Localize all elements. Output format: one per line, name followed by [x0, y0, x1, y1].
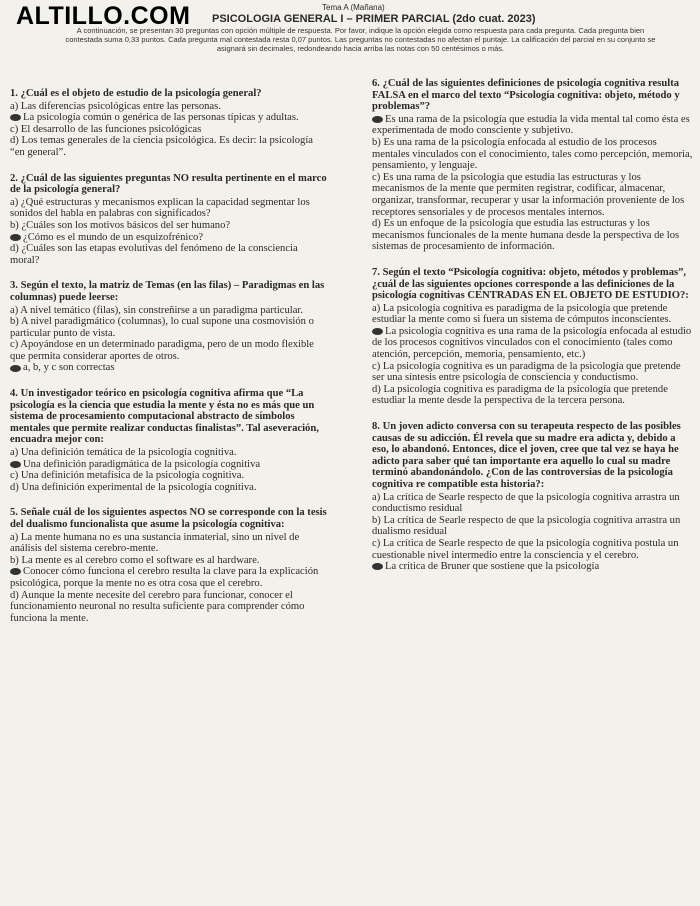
answer-option — [10, 305, 328, 317]
answer-option — [10, 135, 328, 158]
option-text: d) Es un enfoque de la psicología que estudia las estructuras y los mecanismos funcionales de la mente humana desde la perspectiva de los sistemas de procesamiento de información. — [372, 218, 680, 253]
option-text: d) Aunque la mente necesite del cerebro para funcionar, conocer el funcionamiento neuronal no resulta suficiente para comprender cómo funciona la mente. — [10, 589, 305, 624]
marked-answer-icon — [10, 365, 21, 372]
answer-option — [372, 538, 694, 561]
option-text: d) ¿Cuáles son las etapas evolutivas del fenómeno de la consciencia moral? — [10, 243, 298, 266]
option-text: c) La crítica de Searle respecto de que la psicología cognitiva postula un cuestionable nivel intermedio entre la consciencia y el cerebro. — [372, 537, 679, 561]
option-text: a) Las diferencias psicológicas entre las personas. — [10, 100, 221, 112]
option-text: Conocer cómo funciona el cerebro resulta la clave para la explicación psicológica, porque la mente no es otra cosa que el cerebro. — [10, 566, 319, 589]
question-text: 7. Según el texto “Psicología cognitiva: objeto, métodos y problemas”, ¿cuál de las siguientes opciones corresponde a las definiciones de la psicología cognitivas CENTRADAS EN EL OBJETO DE ESTUDIO?: — [372, 266, 689, 302]
answer-option — [372, 561, 694, 573]
option-text: b) La mente es al cerebro como el software es al hardware. — [10, 554, 260, 566]
option-text: a) A nivel temático (filas), sin constreñirse a un paradigma particular. — [10, 304, 303, 316]
answer-option — [10, 220, 328, 232]
question-3 — [10, 280, 328, 374]
answer-option — [10, 470, 328, 482]
question-6 — [372, 78, 694, 253]
marked-answer-icon — [10, 568, 21, 575]
option-text: b) La crítica de Searle respecto de que la psicología cognitiva arrastra un dualismo residual — [372, 514, 681, 538]
marked-answer-icon — [10, 461, 21, 468]
answer-option — [10, 316, 328, 339]
answer-option — [10, 197, 328, 220]
answer-option — [10, 447, 328, 459]
option-text: La psicología común o genérica de las personas típicas y adultas. — [23, 112, 299, 124]
question-text: 4. Un investigador teórico en psicología cognitiva afirma que “La psicología es la ciencia que estudia la mente y ésta no es más que un sistema de procesamiento computacional abstracto de símbolos mentales que permite realizar conductas finalistas”. Tal aseveración, encuadra mejor con: — [10, 388, 319, 446]
answer-option — [10, 555, 328, 567]
answer-option — [10, 112, 328, 124]
exam-instructions: A continuación, se presentan 30 preguntas con opción múltiple de respuesta. Por favor, indique la opción elegida como respuesta para cada pregunta. Cada pregunta bien contestada suma 0,33 puntos. Cada pregunta mal contestada resta 0,07 puntos. Las preguntas no contestadas no afectan el puntaje. La calificación del parcial en su conjunto se asignará sin decimales, redondeando hacia arriba las notas con 50 centésimos o más. — [65, 26, 656, 53]
option-text: b) Es una rama de la psicología enfocada al estudio de los procesos mentales vinculados con el conocimiento, tales como percepción, memoria, pensamiento, y lenguaje. — [372, 136, 693, 172]
question-5 — [10, 507, 328, 624]
option-text: c) Una definición metafísica de la psicología cognitiva. — [10, 470, 245, 482]
question-1 — [10, 88, 328, 159]
answer-option — [10, 459, 328, 471]
option-text: La crítica de Bruner que sostiene que la psicología — [385, 561, 600, 573]
answer-option — [10, 101, 328, 113]
marked-answer-icon — [372, 116, 383, 123]
answer-option — [10, 590, 328, 625]
question-text: 2. ¿Cuál de las siguientes preguntas NO resulta pertinente en el marco de la psicología general? — [10, 172, 327, 196]
question-text: 3. Según el texto, la matriz de Temas (en las filas) – Paradigmas en las columnas) puede leerse: — [10, 280, 325, 303]
option-text: c) La psicología cognitiva es un paradigma de la psicología que pretende ser una síntesis entre psicología de consciencia y conductismo. — [372, 360, 681, 384]
question-text: 1. ¿Cuál es el objeto de estudio de la psicología general? — [10, 88, 262, 99]
marked-answer-icon — [372, 328, 383, 335]
answer-option — [372, 361, 694, 384]
option-text: ¿Cómo es el mundo de un esquizofrénico? — [23, 231, 204, 243]
option-text: d) Una definición experimental de la psicología cognitiva. — [10, 481, 257, 493]
site-logo[interactable]: ALTILLO.COM — [16, 2, 191, 30]
answer-option — [372, 114, 694, 137]
option-text: d) La psicología cognitiva es paradigma de la psicología que pretende estudiar la mente desde la perspectiva de la tercera persona. — [372, 383, 668, 407]
answer-option — [372, 326, 694, 361]
option-text: a) La crítica de Searle respecto de que la psicología cognitiva arrastra un conductismo residual — [372, 491, 680, 515]
answer-option — [372, 384, 694, 407]
answer-option — [10, 532, 328, 555]
question-4 — [10, 388, 328, 493]
answer-option — [372, 172, 694, 218]
option-text: a) La psicología cognitiva es paradigma de la psicología que pretende estudiar la mente como si fuera un sistema de cómputos inconscientes. — [372, 302, 672, 326]
option-text: b) ¿Cuáles son los motivos básicos del ser humano? — [10, 219, 231, 231]
exam-version: Tema A (Mañana) — [322, 3, 385, 12]
marked-answer-icon — [10, 114, 21, 121]
answer-option — [372, 492, 694, 515]
option-text: a) La mente humana no es una sustancia inmaterial, sino un nivel de análisis del sistema cerebro-mente. — [10, 531, 300, 555]
question-8 — [372, 421, 694, 573]
answer-option — [372, 515, 694, 538]
exam-title: PSICOLOGIA GENERAL I – PRIMER PARCIAL (2do cuat. 2023) — [212, 13, 536, 25]
option-text: a) ¿Qué estructuras y mecanismos explican la capacidad segmentar los sonidos del habla en palabras con significados? — [10, 196, 310, 220]
answer-option — [10, 566, 328, 589]
answer-option — [372, 218, 694, 253]
question-text: 8. Un joven adicto conversa con su terapeuta respecto de las posibles causas de su adicción. Él revela que su madre era adicta y, debido a eso, lo abandonó. Entonces, dice el joven, cree que tal vez se haya he adicto para saber qué tan importante era aquello lo cual su madre terminó abandonándolo. ¿Con de las controversias de la psicología cognitiva re compatible esta historia?: — [372, 421, 681, 490]
option-text: La psicología cognitiva es una rama de la psicología enfocada al estudio de los procesos cognitivos vinculados con el conocimiento (tales como atención, percepción, memoria, pensamiento, etc.) — [372, 325, 692, 361]
answer-option — [10, 232, 328, 244]
question-7 — [372, 267, 694, 407]
answer-option — [10, 243, 328, 266]
option-text: Una definición paradigmática de la psicología cognitiva — [23, 458, 261, 470]
option-text: c) Apoyándose en un determinado paradigma, pero de un modo flexible que permita considerar aportes de otros. — [10, 339, 314, 362]
answer-option — [10, 339, 328, 362]
answer-option — [372, 303, 694, 326]
right-column — [372, 78, 694, 587]
marked-answer-icon — [372, 563, 383, 570]
option-text: c) Es una rama de la psicología que estudia las estructuras y los mecanismos de la mente que permiten registrar, codificar, almacenar, organizar, transformar, recuperar y usar la información proveniente de los receptores sensoriales y de procesos mentales internos. — [372, 171, 685, 218]
answer-option — [10, 124, 328, 136]
answer-option — [372, 137, 694, 172]
option-text: Es una rama de la psicología que estudia la vida mental tal como ésta es experimentada de modo consciente y subjetivo. — [372, 113, 690, 137]
option-text: a) Una definición temática de la psicología cognitiva. — [10, 447, 237, 459]
question-2 — [10, 173, 328, 267]
question-text: 6. ¿Cuál de las siguientes definiciones de psicología cognitiva resulta FALSA en el marco del texto “Psicología cognitiva: objeto, método y problemas”? — [372, 78, 680, 113]
marked-answer-icon — [10, 234, 21, 241]
answer-option — [10, 482, 328, 494]
answer-option — [10, 362, 328, 374]
option-text: c) El desarrollo de las funciones psicológicas — [10, 123, 202, 135]
option-text: b) A nivel paradigmático (columnas), lo cual supone una cosmovisión o particular punto de vista. — [10, 316, 314, 339]
option-text: a, b, y c son correctas — [23, 362, 115, 374]
left-column — [10, 88, 328, 638]
option-text: d) Los temas generales de la ciencia psicológica. Es decir: la psicología “en general”. — [10, 135, 313, 158]
question-text: 5. Señale cuál de los siguientes aspectos NO se corresponde con la tesis del dualismo funcionalista que asume la psicología cognitiva: — [10, 507, 327, 530]
